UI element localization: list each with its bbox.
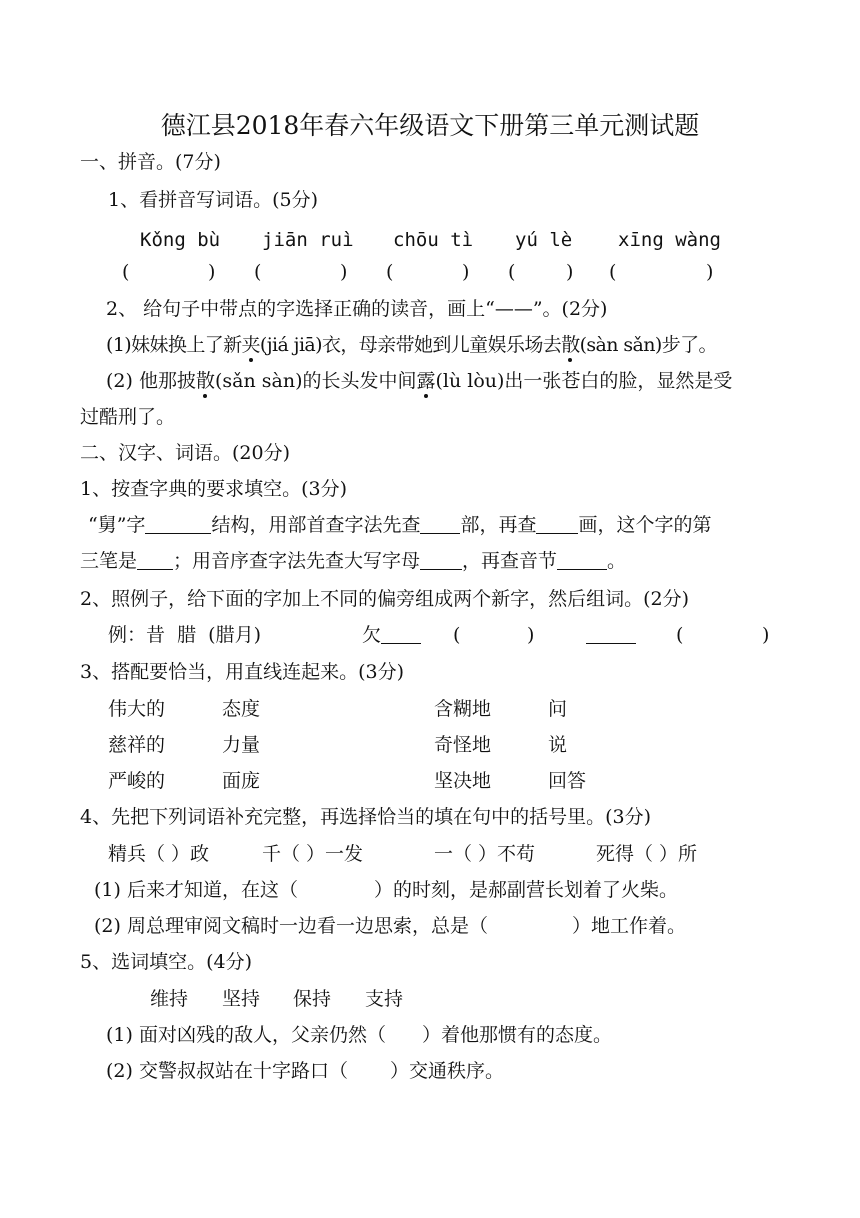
match-word: 含糊地 <box>434 698 492 720</box>
answer-paren-open: ( <box>508 261 516 283</box>
dotted-char: 散 <box>561 334 580 356</box>
question-label: 1、看拼音写词语。(5分) <box>108 189 319 211</box>
pinyin-item: Kǒng bù <box>140 229 221 251</box>
match-word: 问 <box>548 698 568 720</box>
section-heading: 一、拼音。(7分) <box>80 151 221 173</box>
word-choice: 坚持 <box>222 988 261 1010</box>
answer-blank <box>420 515 460 534</box>
answer-paren-close: ) <box>762 624 770 646</box>
sentence: (2) 他那披散(sǎn sàn)的长头发中间露(lù lòu)出一张苍白的脸，显然是受 <box>106 370 733 392</box>
page-title: 德江县2018年春六年级语文下册第三单元测试题 <box>160 111 700 140</box>
answer-blank <box>381 625 421 644</box>
match-word: 严峻的 <box>108 770 166 792</box>
fill-line: “舅”字 结构，用部首查字法先查 部，再查 画，这个字的第 <box>88 514 712 536</box>
answer-paren-open: ( <box>609 261 617 283</box>
pinyin-item: xīng wàng <box>618 229 721 251</box>
idiom-item: 千（ ）一发 <box>262 843 364 865</box>
match-word: 态度 <box>222 698 261 720</box>
section-heading: 二、汉字、词语。(20分) <box>80 442 291 464</box>
dotted-char: 露 <box>416 370 436 392</box>
dotted-char: 散 <box>195 370 215 392</box>
answer-paren-open: ( <box>676 624 684 646</box>
char-item: 欠 <box>362 623 421 647</box>
answer-blank-group <box>586 623 636 647</box>
fill-line: 三笔是 ；用音序查字法先查大写字母 ，再查音节 。 <box>80 550 627 572</box>
idiom-item: 死得（ ）所 <box>596 843 698 865</box>
match-word: 面庞 <box>222 770 261 792</box>
sentence: (1) 面对凶残的敌人，父亲仍然（ ）着他那惯有的态度。 <box>106 1024 612 1046</box>
pinyin-item: yú lè <box>515 229 573 251</box>
answer-blank <box>536 515 578 534</box>
answer-blank <box>586 625 636 644</box>
question-label: 2、 给句子中带点的字选择正确的读音，画上“——”。(2分) <box>106 298 608 320</box>
word-choice: 支持 <box>365 988 404 1010</box>
answer-blank <box>145 515 211 534</box>
sentence: (2) 周总理审阅文稿时一边看一边思索，总是（ ）地工作着。 <box>94 915 686 937</box>
answer-blank <box>557 551 607 570</box>
match-word: 奇怪地 <box>434 734 492 756</box>
sentence: (2) 交警叔叔站在十字路口（ ）交通秩序。 <box>106 1060 504 1082</box>
answer-paren-open: ( <box>386 261 394 283</box>
sentence-continuation: 过酷刑了。 <box>80 406 176 428</box>
match-word: 坚决地 <box>434 770 492 792</box>
idiom-item: 精兵（ ）政 <box>108 843 210 865</box>
question-label: 3、搭配要恰当，用直线连起来。(3分) <box>80 661 405 683</box>
example-text: 例：昔 腊 (腊月) <box>108 624 261 646</box>
question-label: 4、先把下列词语补充完整，再选择恰当的填在句中的括号里。(3分) <box>80 806 652 828</box>
answer-paren-open: ( <box>254 261 262 283</box>
answer-paren-open: ( <box>453 624 461 646</box>
word-choice: 维持 <box>150 988 189 1010</box>
sentence: (1) 后来才知道，在这（ ）的时刻，是郝副营长划着了火柴。 <box>94 879 678 901</box>
question-label: 5、选词填空。(4分) <box>80 951 253 973</box>
answer-paren-open: ( <box>122 261 130 283</box>
answer-paren-close: ) <box>340 261 348 283</box>
answer-blank <box>137 551 173 570</box>
match-word: 回答 <box>548 770 587 792</box>
match-word: 说 <box>548 734 568 756</box>
answer-paren-close: ) <box>566 261 574 283</box>
dotted-char: 夹 <box>241 334 260 356</box>
answer-blank <box>420 551 462 570</box>
match-word: 力量 <box>222 734 261 756</box>
match-word: 慈祥的 <box>108 734 166 756</box>
answer-paren-close: ) <box>208 261 216 283</box>
pinyin-item: chōu tì <box>393 229 474 251</box>
question-label: 1、按查字典的要求填空。(3分) <box>80 478 348 500</box>
question-label: 2、照例子，给下面的字加上不同的偏旁组成两个新字，然后组词。(2分) <box>80 588 690 610</box>
idiom-item: 一（ ）不苟 <box>434 843 536 865</box>
answer-paren-close: ) <box>462 261 470 283</box>
pinyin-item: jiān ruì <box>262 229 354 251</box>
match-word: 伟大的 <box>108 698 166 720</box>
sentence: (1)妹妹换上了新夹(jiá jiā)衣，母亲带她到儿童娱乐场去散(sàn sǎn)步了。 <box>106 334 717 356</box>
answer-paren-close: ) <box>527 624 535 646</box>
answer-paren-close: ) <box>706 261 714 283</box>
word-choice: 保持 <box>293 988 332 1010</box>
